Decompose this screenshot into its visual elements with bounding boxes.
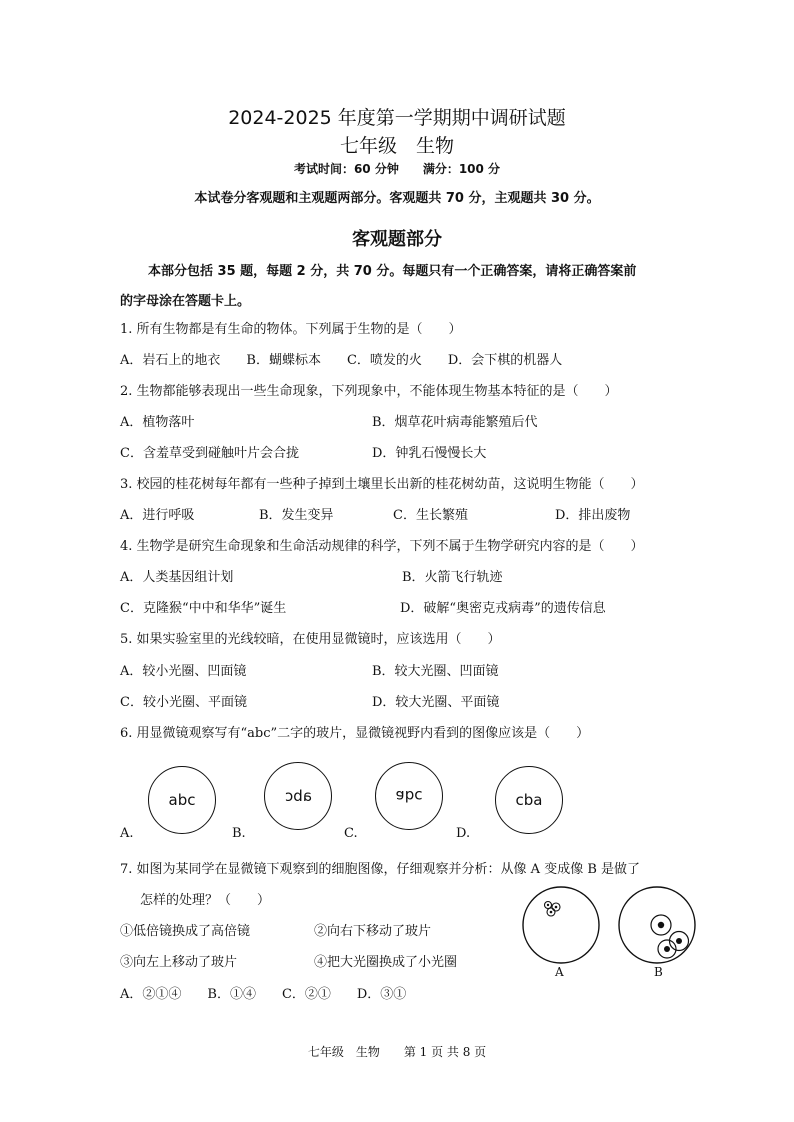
question-4-stem: 4. 生物学是研究生命现象和生命活动规律的科学，下列不属于生物学研究内容的是（ ） bbox=[120, 539, 644, 554]
option-b-circle bbox=[264, 762, 332, 830]
question-2-option-c: C．含羞草受到碰触叶片会合拢 bbox=[120, 446, 299, 461]
exam-intro: 本试卷分客观题和主观题两部分。客观题共 70 分，主观题共 30 分。 bbox=[194, 191, 600, 206]
question-7-statement-3: ③向左上移动了玻片 bbox=[120, 955, 238, 970]
question-3-option-d: D．排出废物 bbox=[555, 508, 631, 523]
question-1-stem: 1. 所有生物都是有生命的物体。下列属于生物的是（ ） bbox=[120, 322, 462, 337]
question-5-option-c: C．较小光圈、平面镜 bbox=[120, 695, 247, 710]
option-c-image-text: abc bbox=[395, 787, 423, 805]
section-title: 客观题部分 bbox=[352, 229, 442, 250]
microscope-view-b bbox=[619, 887, 695, 963]
question-4-option-a: A．人类基因组计划 bbox=[120, 570, 234, 585]
question-6-label-d: D. bbox=[456, 826, 471, 841]
question-2-option-d: D．钟乳石慢慢长大 bbox=[372, 446, 487, 461]
question-6-label-c: C. bbox=[344, 826, 358, 841]
question-3-option-b: B．发生变异 bbox=[259, 508, 334, 523]
section-instruction-1: 本部分包括 35 题，每题 2 分，共 70 分。每题只有一个正确答案，请将正确答案前 bbox=[148, 264, 637, 279]
exam-info: 考试时间：60 分钟 满分：100 分 bbox=[293, 162, 501, 176]
question-5-option-d: D．较大光圈、平面镜 bbox=[372, 695, 500, 710]
question-2-stem: 2. 生物都能够表现出一些生命现象，下列现象中，不能体现生物基本特征的是（ ） bbox=[120, 384, 618, 399]
option-a-circle bbox=[148, 766, 216, 834]
question-4-option-d: D．破解“奥密克戎病毒”的遗传信息 bbox=[400, 601, 606, 616]
question-6-stem: 6. 用显微镜观察写有“abc”二字的玻片，显微镜视野内看到的图像应该是（ ） bbox=[120, 726, 590, 741]
question-6-label-b: B. bbox=[232, 826, 246, 841]
question-2-option-a: A．植物落叶 bbox=[120, 415, 195, 430]
question-3-stem: 3. 校园的桂花树每年都有一些种子掉到土壤里长出新的桂花树幼苗，这说明生物能（ ） bbox=[120, 477, 644, 492]
question-5-stem: 5. 如果实验室里的光线较暗，在使用显微镜时，应该选用（ ） bbox=[120, 632, 501, 647]
option-d-circle bbox=[495, 766, 563, 834]
question-3-option-c: C．生长繁殖 bbox=[393, 508, 468, 523]
exam-subtitle: 七年级 生物 bbox=[339, 135, 454, 157]
question-4-option-b: B．火箭飞行轨迹 bbox=[402, 570, 503, 585]
exam-title: 2024-2025 年度第一学期期中调研试题 bbox=[228, 107, 566, 129]
option-d-image-text: cba bbox=[515, 791, 543, 809]
question-4-option-c: C．克隆猴“中中和华华”诞生 bbox=[120, 601, 287, 616]
question-7-options: A．②①④ B．①④ C．②① D．③① bbox=[120, 987, 407, 1002]
section-instruction-2: 的字母涂在答题卡上。 bbox=[120, 294, 251, 309]
question-7-statement-1: ①低倍镜换成了高倍镜 bbox=[120, 924, 251, 939]
figure-label-a: A bbox=[555, 965, 564, 979]
option-a-image-text: abc bbox=[168, 791, 196, 809]
option-c-circle bbox=[375, 762, 443, 830]
cell-diagram bbox=[515, 885, 705, 985]
page-footer: 七年级 生物 第 1 页 共 8 页 bbox=[307, 1045, 487, 1059]
question-5-option-a: A．较小光圈、凹面镜 bbox=[120, 664, 247, 679]
question-7-statement-4: ④把大光圈换成了小光圈 bbox=[314, 955, 458, 970]
option-b-image-text: abc bbox=[284, 787, 312, 805]
figure-label-b: B bbox=[654, 965, 663, 979]
question-7-stem-2: 怎样的处理？（ ） bbox=[140, 893, 271, 908]
question-7-stem-1: 7. 如图为某同学在显微镜下观察到的细胞图像，仔细观察并分析：从像 A 变成像 B 是做了 bbox=[120, 862, 641, 877]
question-3-option-a: A．进行呼吸 bbox=[120, 508, 195, 523]
question-2-option-b: B．烟草花叶病毒能繁殖后代 bbox=[372, 415, 538, 430]
question-6-label-a: A. bbox=[120, 826, 134, 841]
question-1-options: A．岩石上的地衣 B．蝴蝶标本 C．喷发的火 D．会下棋的机器人 bbox=[120, 353, 563, 368]
question-7-statement-2: ②向右下移动了玻片 bbox=[314, 924, 432, 939]
microscope-view-a bbox=[523, 887, 599, 963]
question-5-option-b: B．较大光圈、凹面镜 bbox=[372, 664, 499, 679]
